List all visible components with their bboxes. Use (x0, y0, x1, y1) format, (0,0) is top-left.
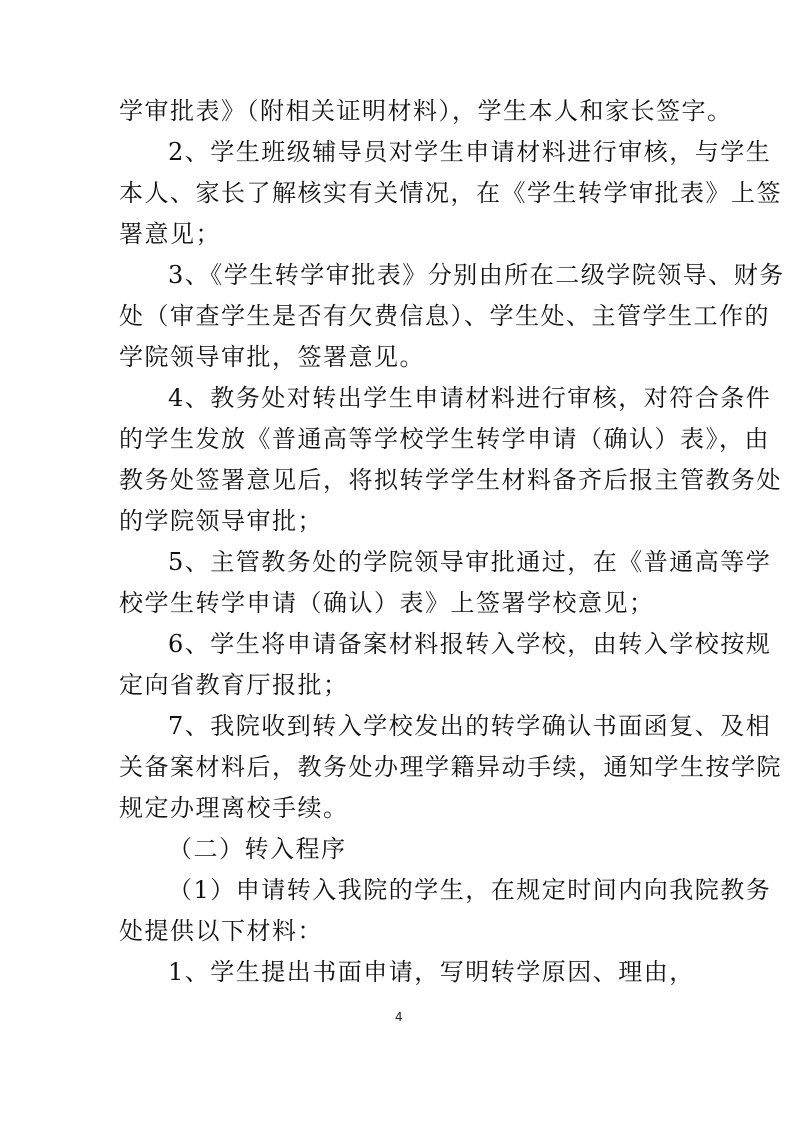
text-line-7: 学院领导审批，签署意见。 (119, 343, 425, 371)
text-line-21: 处提供以下材料： (119, 917, 323, 945)
text-line-2: 2、学生班级辅导员对学生申请材料进行审核，与学生 (168, 138, 772, 166)
text-line-10: 教务处签署意见后，将拟转学学生材料备齐后报主管教务处 (119, 466, 782, 494)
text-line-16: 7、我院收到转入学校发出的转学确认书面函复、及相 (168, 712, 772, 740)
text-line-3: 本人、家长了解核实有关情况，在《学生转学审批表》上签 (119, 179, 782, 207)
text-line-18: 规定办理离校手续。 (119, 794, 349, 822)
text-line-14: 6、学生将申请备案材料报转入学校，由转入学校按规 (168, 630, 772, 658)
text-line-1: 学审批表》（附相关证明材料），学生本人和家长签字。 (119, 97, 733, 125)
text-line-19: （二）转入程序 (168, 835, 347, 863)
text-line-11: 的学院领导审批； (119, 507, 323, 535)
text-line-15: 定向省教育厅报批； (119, 671, 349, 699)
text-line-9: 的学生发放《普通高等学校学生转学申请（确认）表》，由 (119, 425, 770, 453)
text-line-22: 1、学生提出书面申请，写明转学原因、理由， (168, 958, 695, 986)
text-line-12: 5、主管教务处的学院领导审批通过，在《普通高等学 (168, 548, 772, 576)
text-line-13: 校学生转学申请（确认）表》上签署学校意见； (119, 589, 655, 617)
text-line-20: （1）申请转入我院的学生，在规定时间内向我院教务 (168, 876, 772, 904)
text-line-4: 署意见； (119, 220, 221, 248)
text-line-6: 处（审查学生是否有欠费信息）、学生处、主管学生工作的 (119, 302, 770, 330)
text-line-8: 4、教务处对转出学生申请材料进行审核，对符合条件 (168, 384, 772, 412)
text-line-5: 3、《学生转学审批表》分别由所在二级学院领导、财务 (168, 261, 785, 289)
page-number: 4 (395, 1010, 403, 1024)
text-line-17: 关备案材料后，教务处办理学籍异动手续，通知学生按学院 (119, 753, 782, 781)
